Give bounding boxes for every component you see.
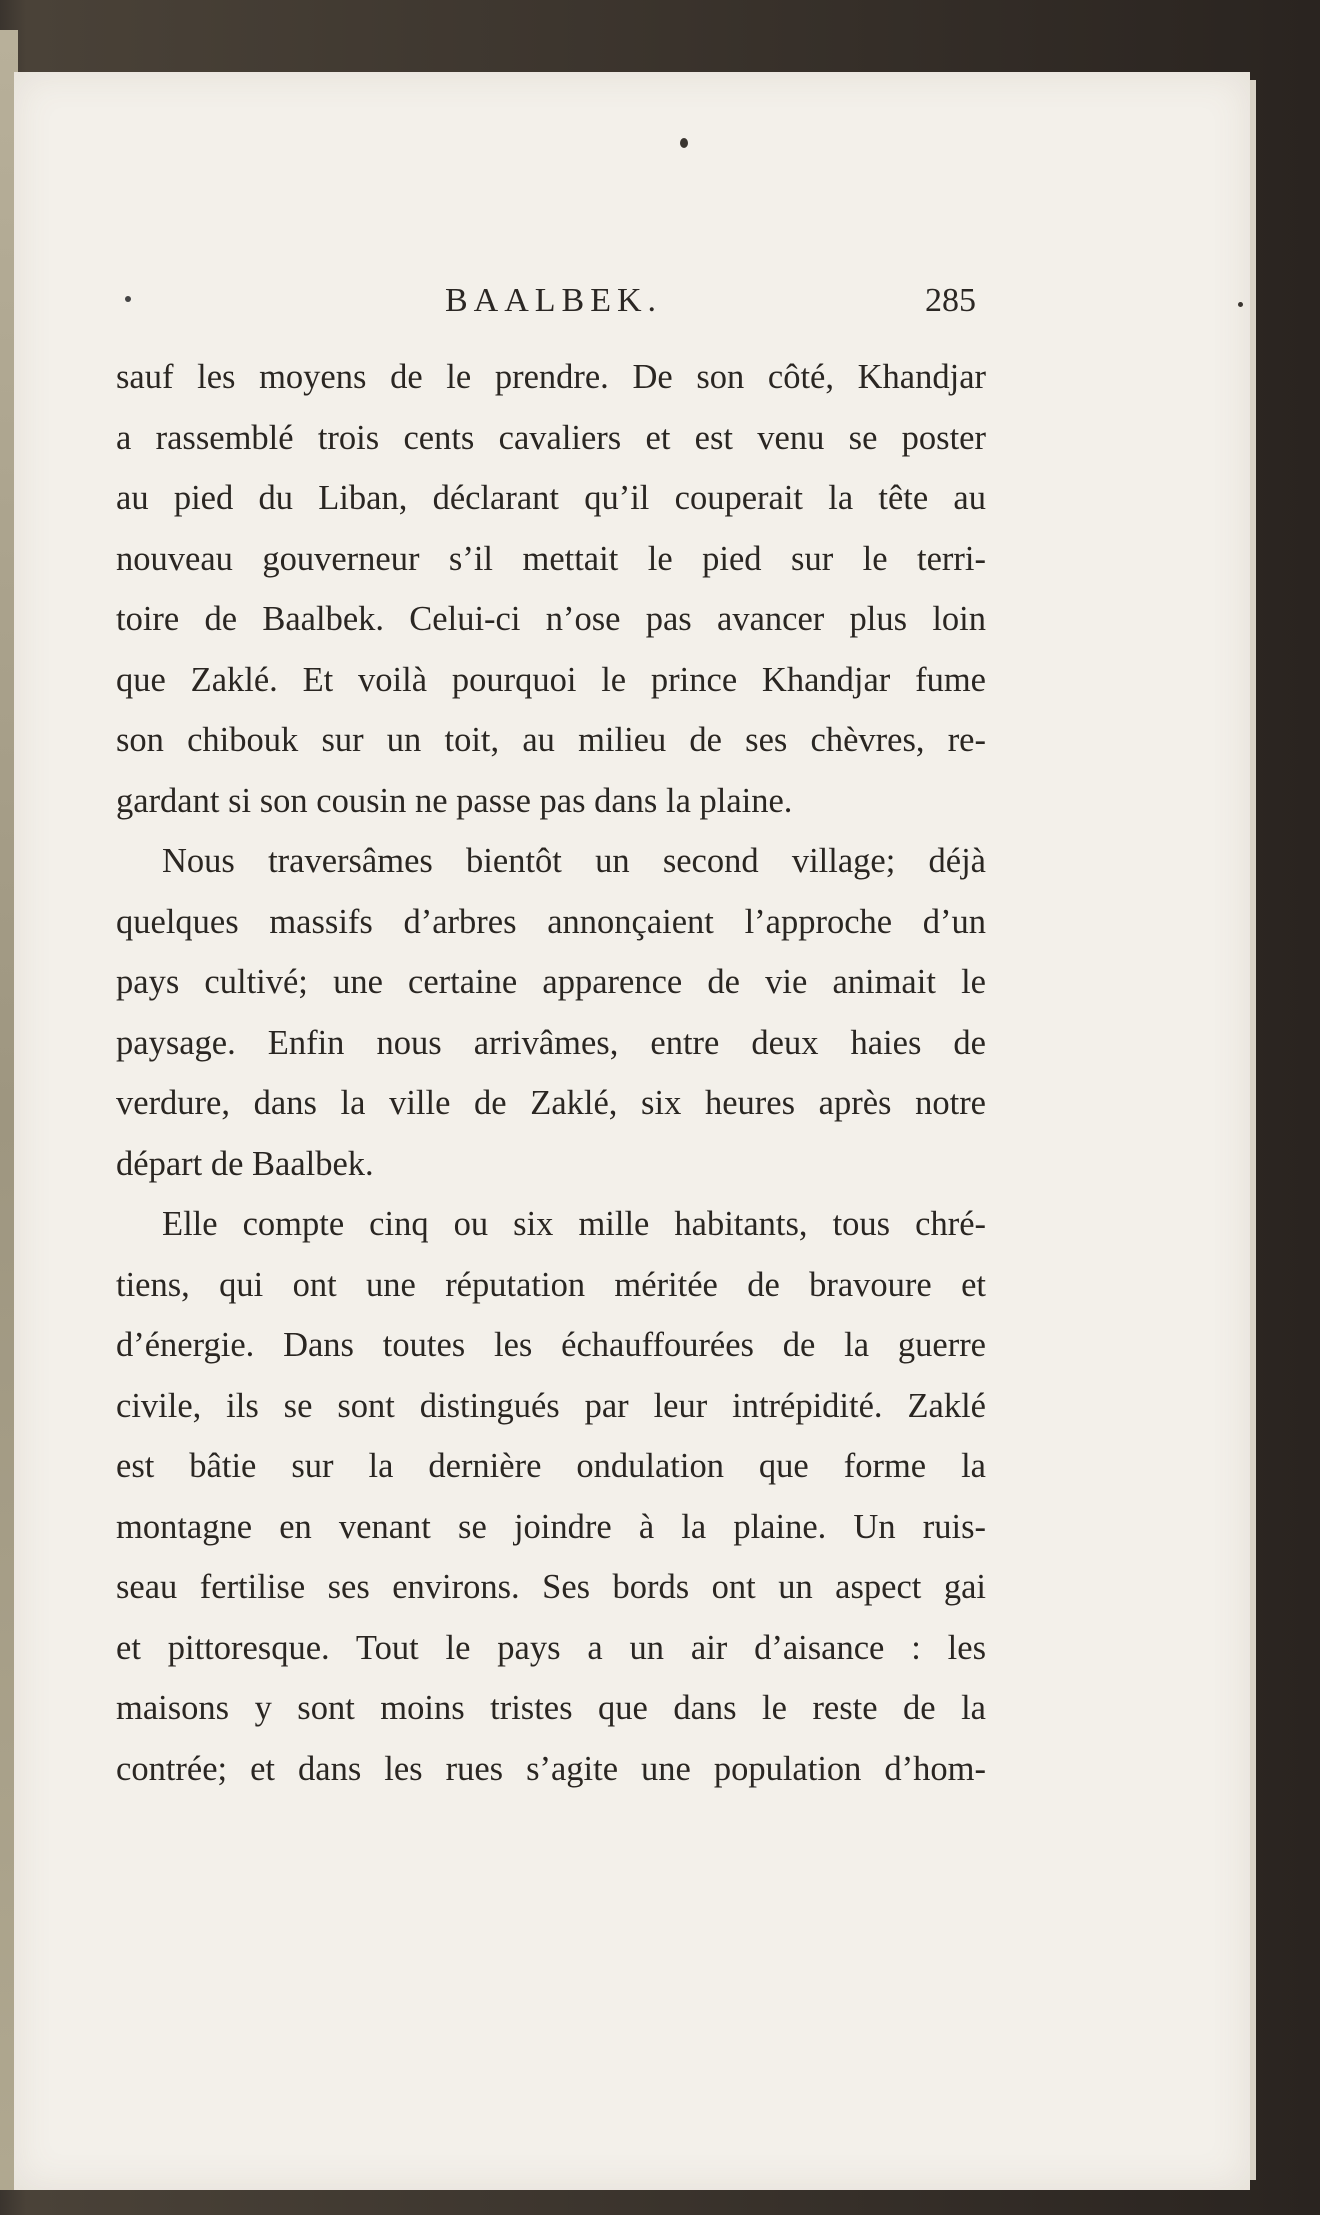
ink-speck [680,138,688,148]
text-line: Nous traversâmes bientôt un second village; déjà [162,842,986,880]
text-line: quelques massifs d’arbres annonçaient l’approche d’un [116,902,986,941]
text-line: que Zaklé. Et voilà pourquoi le prince Khandjar fume [116,660,986,699]
text-line: gardant si son cousin ne passe pas dans la plaine. [116,781,793,820]
text-line: contrée; et dans les rues s’agite une population d’hom- [116,1749,986,1788]
body-text [116,347,986,1799]
text-line: et pittoresque. Tout le pays a un air d’aisance : les [116,1628,986,1667]
text-line: nouveau gouverneur s’il mettait le pied sur le terri- [116,539,986,578]
running-head [0,282,1320,332]
text-line: d’énergie. Dans toutes les échauffourées de la guerre [116,1326,986,1364]
text-line: pays cultivé; une certaine apparence de vie animait le [116,963,986,1001]
text-line: civile, ils se sont distingués par leur intrépidité. Zaklé [116,1386,986,1425]
text-line: est bâtie sur la dernière ondulation que forme la [116,1447,986,1485]
text-line: seau fertilise ses environs. Ses bords ont un aspect gai [116,1568,986,1606]
text-line: paysage. Enfin nous arrivâmes, entre deux haies de [116,1023,986,1062]
running-head-title: BAALBEK. [445,282,663,319]
page-number: 285 [925,282,976,319]
text-line: au pied du Liban, déclarant qu’il couperait la tête au [116,479,986,517]
text-line: Elle compte cinq ou six mille habitants, tous chré- [162,1205,986,1243]
text-line: sauf les moyens de le prendre. De son côté, Khandjar [116,358,986,396]
text-line: tiens, qui ont une réputation méritée de bravoure et [116,1265,986,1304]
text-line: maisons y sont moins tristes que dans le reste de la [116,1689,986,1727]
text-line: départ de Baalbek. [116,1144,374,1183]
text-line: toire de Baalbek. Celui-ci n’ose pas avancer plus loin [116,600,986,638]
text-line: son chibouk sur un toit, au milieu de ses chèvres, re- [116,721,986,759]
page-edge [1250,80,1256,2180]
ornament-dot [125,296,131,302]
text-line: verdure, dans la ville de Zaklé, six heures après notre [116,1084,986,1122]
text-line: a rassemblé trois cents cavaliers et est venu se poster [116,418,986,457]
text-line: montagne en venant se joindre à la plaine. Un ruis- [116,1507,986,1546]
